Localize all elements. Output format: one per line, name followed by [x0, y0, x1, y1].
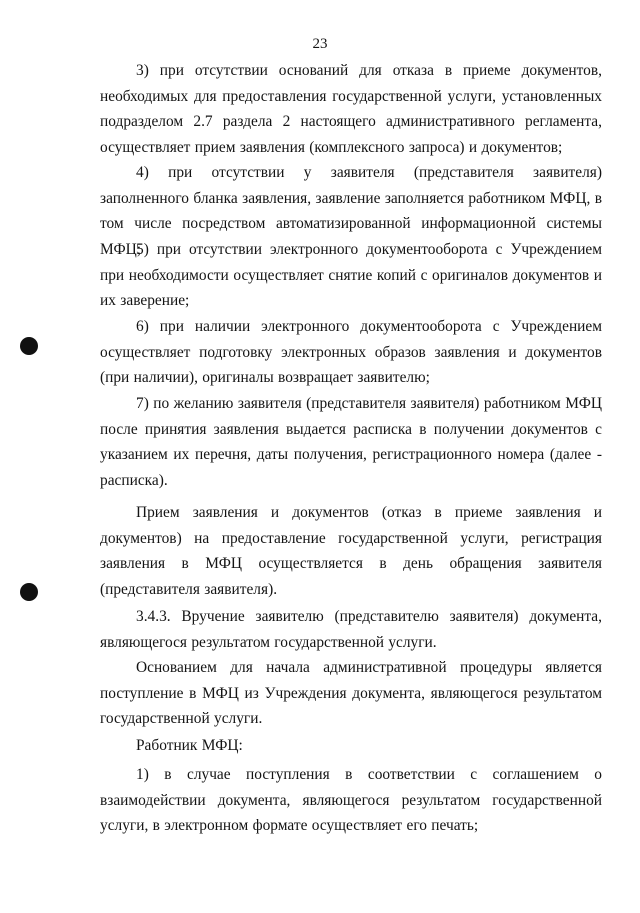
- paragraph-item-7: 7) по желанию заявителя (представителя заявителя) работником МФЦ после принятия заявления выдается расписка в получении документов с указанием их перечня, даты получения, регистрационного номера (далее - расписка).: [100, 395, 602, 489]
- paragraph-section-3-4-3: 3.4.3. Вручение заявителю (представителю заявителя) документа, являющегося результатом государственной услуги.: [100, 608, 602, 651]
- paragraph-item-5: 5) при отсутствии электронного документооборота с Учреждением при необходимости осуществляет снятие копий с оригиналов документов и их заверение;: [100, 241, 602, 309]
- paragraph-item-1: 1) в случае поступления в соответствии с соглашением о взаимодействии документа, являющегося результатом государственной услуги, в электронном формате осуществляет его печать;: [100, 766, 602, 834]
- paragraph-reception-registration: Прием заявления и документов (отказ в приеме заявления и документов) на предоставление государственной услуги, регистрация заявления в МФЦ осуществляется в день обращения заявителя (представителя заявителя).: [100, 504, 602, 598]
- paragraph-procedure-basis: Основанием для начала административной процедуры является поступление в МФЦ из Учреждения документа, являющегося результатом государственной услуги.: [100, 659, 602, 727]
- page-number: 23: [312, 36, 328, 52]
- paragraph-item-3: 3) при отсутствии оснований для отказа в приеме документов, необходимых для предоставления государственной услуги, установленных подразделом 2.7 раздела 2 настоящего административного регламента, осуществляет прием заявления (комплексного запроса) и документов;: [100, 62, 602, 156]
- paragraph-mfc-worker: Работник МФЦ:: [136, 737, 243, 754]
- punch-hole-top: [20, 337, 38, 355]
- paragraph-item-6: 6) при наличии электронного документооборота с Учреждением осуществляет подготовку электронных образов заявления и документов (при наличии), оригиналы возвращает заявителю;: [100, 318, 602, 386]
- paragraph-item-4: 4) при отсутствии у заявителя (представителя заявителя) заполненного бланка заявления, заявление заполняется работником МФЦ, в том числе посредством автоматизированной информационной системы МФЦ;: [100, 164, 602, 258]
- punch-hole-bottom: [20, 583, 38, 601]
